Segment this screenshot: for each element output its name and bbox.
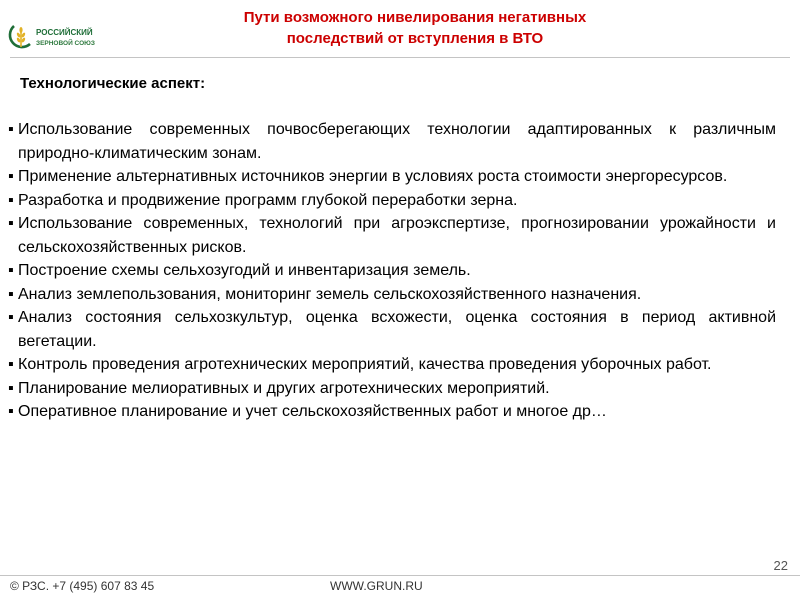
bullet-item — [8, 189, 776, 213]
bullet-text: Использование современных, технологий при агроэкспертизе, прогнозировании урожайности и сельскохозяйственных рисков. — [18, 215, 776, 256]
section-subtitle: Технологические аспект: — [20, 75, 206, 92]
bullet-list — [8, 118, 776, 424]
bullet-text: Построение схемы сельхозугодий и инвентаризация земель. — [18, 262, 471, 279]
bullet-text: Оперативное планирование и учет сельскохозяйственных работ и многое др… — [18, 403, 607, 420]
bullet-text: Анализ землепользования, мониторинг земель сельскохозяйственного назначения. — [18, 285, 642, 303]
bullet-item — [8, 353, 776, 377]
title-line-2: последствий от вступления в ВТО — [286, 30, 544, 47]
bullet-item — [8, 118, 776, 165]
page-title — [180, 7, 650, 49]
footer-contact: © РЗС. +7 (495) 607 83 45 — [10, 579, 155, 593]
bullet-item — [8, 377, 776, 401]
page-number: 22 — [773, 558, 788, 573]
bullet-marker-icon: ▪ — [8, 285, 14, 303]
bullet-item — [8, 165, 776, 189]
bullet-text: Анализ состояния сельхозкультур, оценка всхожести, оценка состояния в период активной вегетации. — [18, 309, 776, 350]
title-line-1: Пути возможного нивелирования негативных — [243, 9, 587, 26]
logo-text — [36, 27, 95, 49]
bullet-text: Разработка и продвижение программ глубокой переработки зерна. — [18, 191, 518, 209]
bullet-marker-icon: ▪ — [8, 191, 14, 209]
wheat-logo-icon — [8, 22, 34, 50]
bullet-item — [8, 283, 776, 307]
bullet-text: Планирование мелиоративных и других агротехнических мероприятий. — [18, 379, 550, 397]
bullet-marker-icon: ▪ — [8, 403, 14, 420]
company-logo — [8, 22, 128, 52]
footer-website-link[interactable]: WWW.GRUN.RU — [330, 579, 423, 593]
bullet-marker-icon: ▪ — [8, 309, 14, 326]
bullet-text: Применение альтернативных источников энергии в условиях роста стоимости энергоресурсов. — [18, 168, 728, 185]
bullet-item — [8, 400, 776, 424]
bullet-marker-icon: ▪ — [8, 379, 14, 397]
header-divider — [10, 57, 790, 58]
bullet-marker-icon: ▪ — [8, 168, 14, 185]
bullet-marker-icon: ▪ — [8, 215, 14, 232]
bullet-text: Использование современных почвосберегающих технологии адаптированных к различным природно-климатическим зонам. — [18, 121, 776, 162]
bullet-item — [8, 212, 776, 259]
footer-divider — [0, 575, 800, 576]
bullet-text: Контроль проведения агротехнических мероприятий, качества проведения уборочных работ. — [18, 356, 712, 373]
logo-line-2: ЗЕРНОВОЙ СОЮЗ — [36, 40, 95, 47]
logo-line-1: РОССИЙСКИЙ — [36, 28, 93, 37]
bullet-item — [8, 306, 776, 353]
bullet-item — [8, 259, 776, 283]
bullet-marker-icon: ▪ — [8, 121, 14, 138]
bullet-marker-icon: ▪ — [8, 262, 14, 279]
bullet-marker-icon: ▪ — [8, 356, 14, 373]
